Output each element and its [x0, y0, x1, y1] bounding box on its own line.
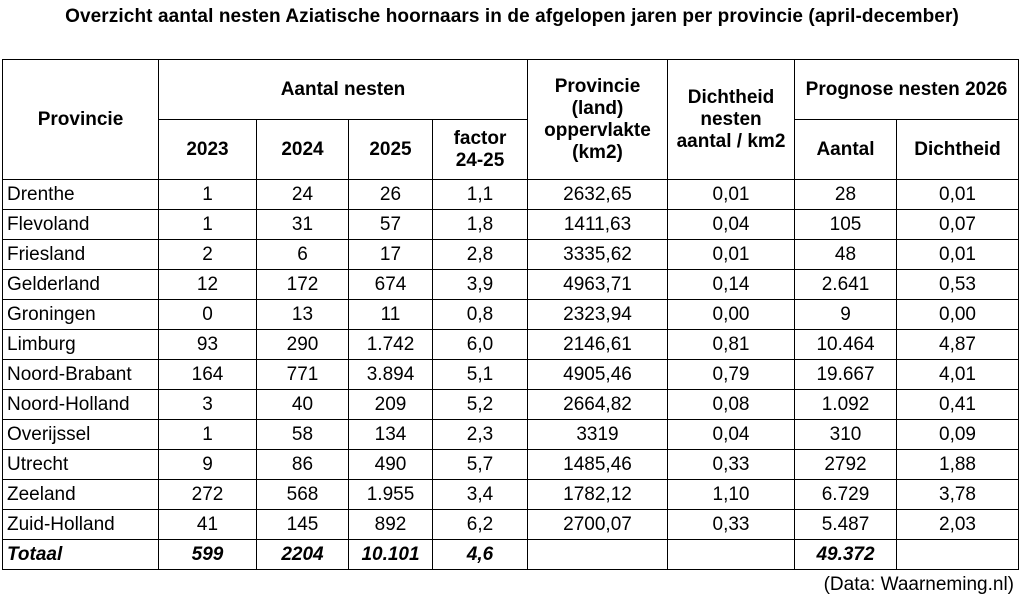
cell-factor: 6,0 — [433, 330, 528, 360]
province-name-cell: Zeeland — [3, 480, 159, 510]
cell-y2023: 272 — [159, 480, 257, 510]
cell-density: 0,81 — [668, 330, 795, 360]
cell-y2023: 164 — [159, 360, 257, 390]
cell-y2023: 3 — [159, 390, 257, 420]
cell-prog-count: 2.641 — [795, 270, 897, 300]
cell-y2024: 13 — [257, 300, 349, 330]
cell-prog-count: 105 — [795, 210, 897, 240]
total-row — [3, 540, 1019, 570]
cell-area: 2323,94 — [528, 300, 668, 330]
table-row — [3, 240, 1019, 270]
cell-prog-count: 9 — [795, 300, 897, 330]
table-row — [3, 210, 1019, 240]
cell-density: 0,04 — [668, 420, 795, 450]
table-row — [3, 510, 1019, 540]
cell-y2024: 24 — [257, 180, 349, 210]
cell-prog-count: 5.487 — [795, 510, 897, 540]
cell-density: 0,04 — [668, 210, 795, 240]
cell-prog-density: 4,01 — [897, 360, 1019, 390]
table-row — [3, 330, 1019, 360]
header-2024: 2024 — [257, 120, 349, 180]
cell-prog-count: 49.372 — [795, 540, 897, 570]
province-name-cell: Limburg — [3, 330, 159, 360]
cell-factor: 5,7 — [433, 450, 528, 480]
cell-prog-density: 0,01 — [897, 180, 1019, 210]
page-title: Overzicht aantal nesten Aziatische hoornaars in de afgelopen jaren per provincie (april-december) — [65, 6, 959, 27]
cell-density: 0,00 — [668, 300, 795, 330]
cell-y2023: 12 — [159, 270, 257, 300]
cell-area: 2632,65 — [528, 180, 668, 210]
cell-y2024: 40 — [257, 390, 349, 420]
cell-prog-density: 0,41 — [897, 390, 1019, 420]
cell-density: 0,08 — [668, 390, 795, 420]
cell-prog-density: 2,03 — [897, 510, 1019, 540]
cell-factor: 3,4 — [433, 480, 528, 510]
cell-y2023: 9 — [159, 450, 257, 480]
cell-density: 0,33 — [668, 450, 795, 480]
cell-factor: 5,2 — [433, 390, 528, 420]
cell-factor: 3,9 — [433, 270, 528, 300]
cell-factor: 6,2 — [433, 510, 528, 540]
header-row-1 — [3, 60, 1019, 120]
cell-y2024: 771 — [257, 360, 349, 390]
province-name-cell: Drenthe — [3, 180, 159, 210]
cell-y2024: 86 — [257, 450, 349, 480]
cell-density: 0,14 — [668, 270, 795, 300]
cell-y2023: 0 — [159, 300, 257, 330]
cell-y2025: 1.955 — [349, 480, 433, 510]
data-source-note: (Data: Waarneming.nl) — [823, 574, 1014, 595]
cell-y2024: 568 — [257, 480, 349, 510]
cell-density: 1,10 — [668, 480, 795, 510]
cell-y2025: 892 — [349, 510, 433, 540]
cell-y2024: 31 — [257, 210, 349, 240]
cell-factor: 1,8 — [433, 210, 528, 240]
cell-y2025: 17 — [349, 240, 433, 270]
cell-area: 1485,46 — [528, 450, 668, 480]
cell-area: 3335,62 — [528, 240, 668, 270]
cell-y2025: 57 — [349, 210, 433, 240]
header-nests-group: Aantal nesten — [159, 60, 528, 120]
cell-y2025: 134 — [349, 420, 433, 450]
cell-factor: 4,6 — [433, 540, 528, 570]
cell-area: 4905,46 — [528, 360, 668, 390]
cell-y2024: 6 — [257, 240, 349, 270]
table-row — [3, 450, 1019, 480]
cell-prog-count: 310 — [795, 420, 897, 450]
cell-y2025: 490 — [349, 450, 433, 480]
cell-area: 3319 — [528, 420, 668, 450]
table-row — [3, 180, 1019, 210]
cell-y2024: 58 — [257, 420, 349, 450]
cell-prog-density: 0,00 — [897, 300, 1019, 330]
cell-y2025: 209 — [349, 390, 433, 420]
cell-prog-count: 28 — [795, 180, 897, 210]
province-name-cell: Groningen — [3, 300, 159, 330]
cell-prog-count: 2792 — [795, 450, 897, 480]
cell-area: 1782,12 — [528, 480, 668, 510]
cell-prog-count: 6.729 — [795, 480, 897, 510]
header-prog-density: Dichtheid — [897, 120, 1019, 180]
province-name-cell: Gelderland — [3, 270, 159, 300]
cell-density: 0,01 — [668, 240, 795, 270]
cell-y2023: 1 — [159, 210, 257, 240]
cell-prog-density: 0,53 — [897, 270, 1019, 300]
header-area: Provincie (land) oppervlakte (km2) — [528, 60, 668, 180]
cell-factor: 0,8 — [433, 300, 528, 330]
cell-area: 2664,82 — [528, 390, 668, 420]
nests-table — [2, 59, 1019, 570]
table-row — [3, 480, 1019, 510]
cell-factor: 2,8 — [433, 240, 528, 270]
cell-area — [528, 540, 668, 570]
cell-prog-density: 1,88 — [897, 450, 1019, 480]
cell-y2025: 26 — [349, 180, 433, 210]
cell-prog-density: 0,01 — [897, 240, 1019, 270]
cell-prog-density: 0,09 — [897, 420, 1019, 450]
cell-prog-density: 0,07 — [897, 210, 1019, 240]
cell-prog-density: 4,87 — [897, 330, 1019, 360]
header-prognosis-group: Prognose nesten 2026 — [795, 60, 1019, 120]
cell-y2025: 3.894 — [349, 360, 433, 390]
province-name-cell: Noord-Brabant — [3, 360, 159, 390]
header-prog-count: Aantal — [795, 120, 897, 180]
province-name-cell: Friesland — [3, 240, 159, 270]
cell-y2023: 41 — [159, 510, 257, 540]
cell-density — [668, 540, 795, 570]
province-name-cell: Noord-Holland — [3, 390, 159, 420]
province-name-cell: Flevoland — [3, 210, 159, 240]
header-2023: 2023 — [159, 120, 257, 180]
cell-density: 0,01 — [668, 180, 795, 210]
cell-y2024: 145 — [257, 510, 349, 540]
cell-area: 2146,61 — [528, 330, 668, 360]
cell-y2023: 2 — [159, 240, 257, 270]
cell-y2023: 1 — [159, 420, 257, 450]
table-row — [3, 300, 1019, 330]
table-row — [3, 270, 1019, 300]
cell-prog-count: 19.667 — [795, 360, 897, 390]
province-name-cell: Zuid-Holland — [3, 510, 159, 540]
cell-prog-count: 1.092 — [795, 390, 897, 420]
cell-y2023: 599 — [159, 540, 257, 570]
cell-factor: 2,3 — [433, 420, 528, 450]
cell-prog-density: 3,78 — [897, 480, 1019, 510]
cell-y2024: 2204 — [257, 540, 349, 570]
header-density: Dichtheid nesten aantal / km2 — [668, 60, 795, 180]
cell-area: 4963,71 — [528, 270, 668, 300]
cell-y2024: 290 — [257, 330, 349, 360]
table-row — [3, 390, 1019, 420]
cell-y2025: 674 — [349, 270, 433, 300]
cell-factor: 1,1 — [433, 180, 528, 210]
header-2025: 2025 — [349, 120, 433, 180]
cell-y2023: 93 — [159, 330, 257, 360]
cell-prog-count: 48 — [795, 240, 897, 270]
province-name-cell: Utrecht — [3, 450, 159, 480]
cell-y2025: 10.101 — [349, 540, 433, 570]
cell-prog-density — [897, 540, 1019, 570]
cell-area: 2700,07 — [528, 510, 668, 540]
province-name-cell: Overijssel — [3, 420, 159, 450]
cell-y2023: 1 — [159, 180, 257, 210]
cell-density: 0,33 — [668, 510, 795, 540]
table-row — [3, 360, 1019, 390]
cell-y2025: 11 — [349, 300, 433, 330]
cell-density: 0,79 — [668, 360, 795, 390]
cell-prog-count: 10.464 — [795, 330, 897, 360]
cell-y2024: 172 — [257, 270, 349, 300]
header-province: Provincie — [3, 60, 159, 180]
table-row — [3, 420, 1019, 450]
cell-y2025: 1.742 — [349, 330, 433, 360]
header-factor: factor 24-25 — [433, 120, 528, 180]
cell-factor: 5,1 — [433, 360, 528, 390]
cell-area: 1411,63 — [528, 210, 668, 240]
province-name-cell: Totaal — [3, 540, 159, 570]
